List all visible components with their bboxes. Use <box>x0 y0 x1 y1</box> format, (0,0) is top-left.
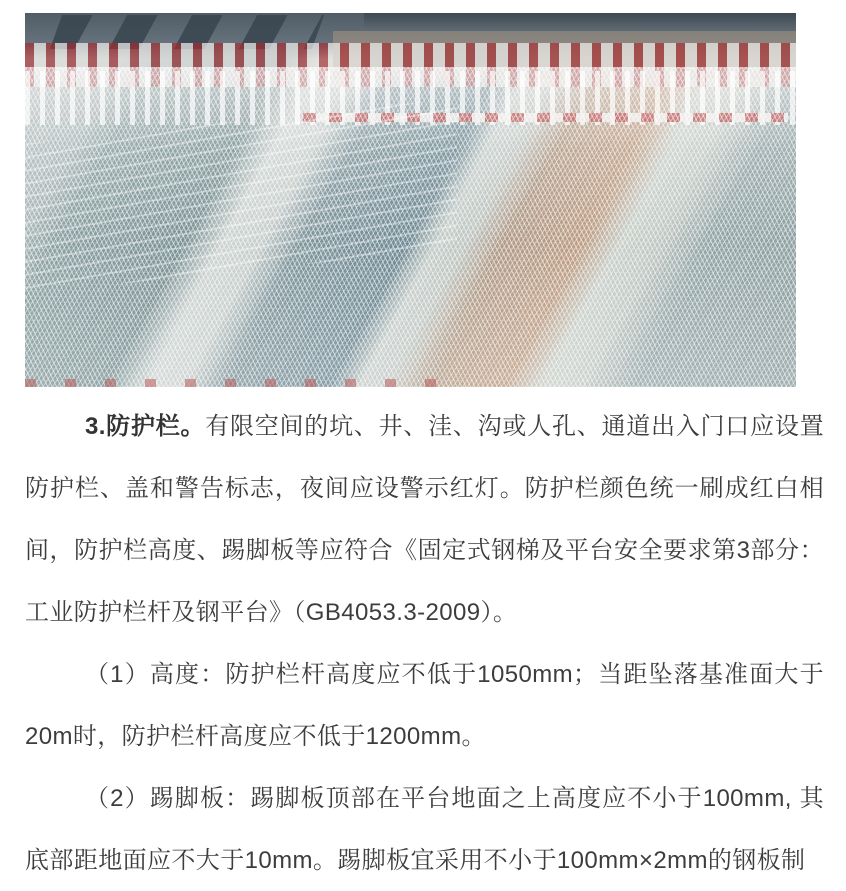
paragraph-height-body: （1）高度：防护栏杆高度应不低于1050mm；当距坠落基准面大于20m时，防护栏杆高度应不低于1200mm。 <box>25 661 824 750</box>
paragraph-guardrail <box>25 396 824 644</box>
overhead-pipes <box>364 13 796 28</box>
paragraph-height <box>25 644 824 768</box>
document-page <box>0 13 846 891</box>
paragraph-guardrail-lead: 3.防护栏。 <box>85 413 206 440</box>
site-photo <box>25 13 796 387</box>
paragraph-toeboard <box>25 768 824 891</box>
paragraph-toeboard-body: （2）踢脚板：踢脚板顶部在平台地面之上高度应不小于100mm, 其底部距地面应不大于10mm。踢脚板宜采用不小于100mm×2mm的钢板制 <box>25 785 824 874</box>
red-net-edge <box>25 379 457 387</box>
article-text <box>25 396 824 891</box>
paragraph-guardrail-body: 有限空间的坑、井、洼、沟或人孔、通道出入门口应设置防护栏、盖和警告标志，夜间应设警示红灯。防护栏颜色统一刷成红白相间，防护栏高度、踢脚板等应符合《固定式钢梯及平台安全要求第3部分：工业防护栏杆及钢平台》（GB4053.3-2009）。 <box>25 413 825 626</box>
